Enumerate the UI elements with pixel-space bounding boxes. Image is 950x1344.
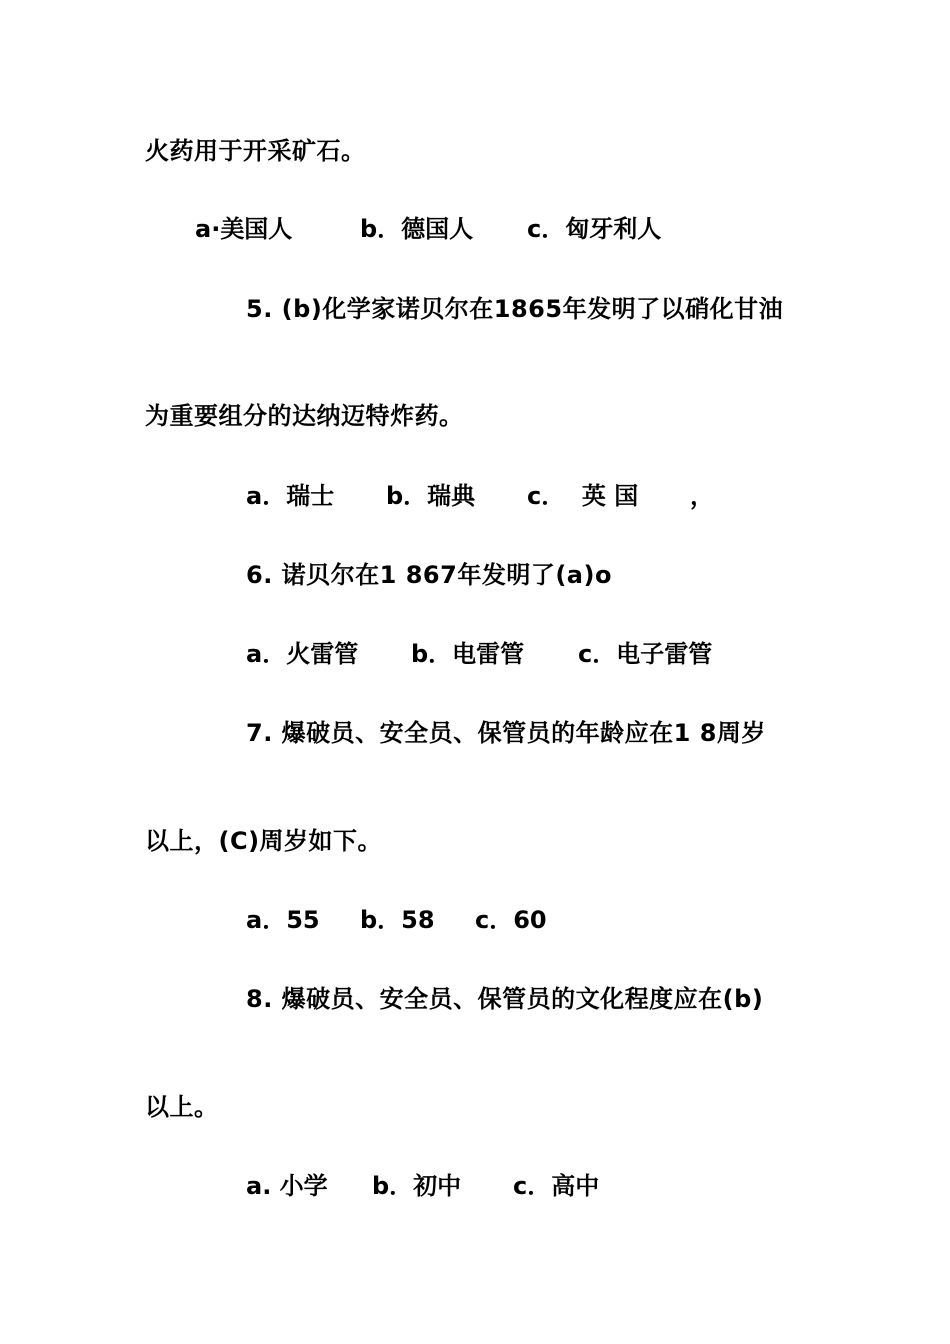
option-q7-b: b．58 — [360, 906, 435, 934]
option-q7-a: a．55 — [246, 906, 320, 934]
option-q5-c: c． 英 国 — [527, 482, 639, 510]
option-q5-a: a．瑞士 — [246, 482, 335, 510]
option-q8-b: b．初中 — [372, 1172, 462, 1200]
option-q5-b: b．瑞典 — [386, 482, 476, 510]
option-q4-b: b．德国人 — [360, 215, 474, 243]
option-q6-c: c．电子雷管 — [578, 640, 713, 668]
option-q4-a: a·美国人 — [195, 215, 293, 243]
option-q6-a: a．火雷管 — [246, 640, 359, 668]
question-7: 7. 爆破员、安全员、保管员的年龄应在1 8周岁 — [246, 719, 766, 747]
option-q8-c: c．高中 — [513, 1172, 600, 1200]
option-q7-c: c．60 — [475, 906, 547, 934]
question-8: 8. 爆破员、安全员、保管员的文化程度应在(b) — [246, 985, 764, 1013]
text-line-q5-continuation: 为重要组分的达纳迈特炸药。 — [145, 402, 464, 430]
text-line-q8-continuation: 以上。 — [145, 1093, 219, 1121]
stray-comma: ， — [690, 482, 714, 510]
text-line-q4-continuation: 火药用于开采矿石。 — [145, 137, 366, 165]
question-6: 6. 诺贝尔在1 867年发明了(a)o — [246, 561, 612, 589]
option-q8-a: a. 小学 — [246, 1172, 328, 1200]
option-q4-c: c．匈牙利人 — [527, 215, 662, 243]
option-q6-b: b．电雷管 — [411, 640, 525, 668]
text-line-q7-continuation: 以上，(C)周岁如下。 — [145, 827, 383, 855]
question-5: 5. (b)化学家诺贝尔在1865年发明了以硝化甘油 — [246, 295, 784, 323]
